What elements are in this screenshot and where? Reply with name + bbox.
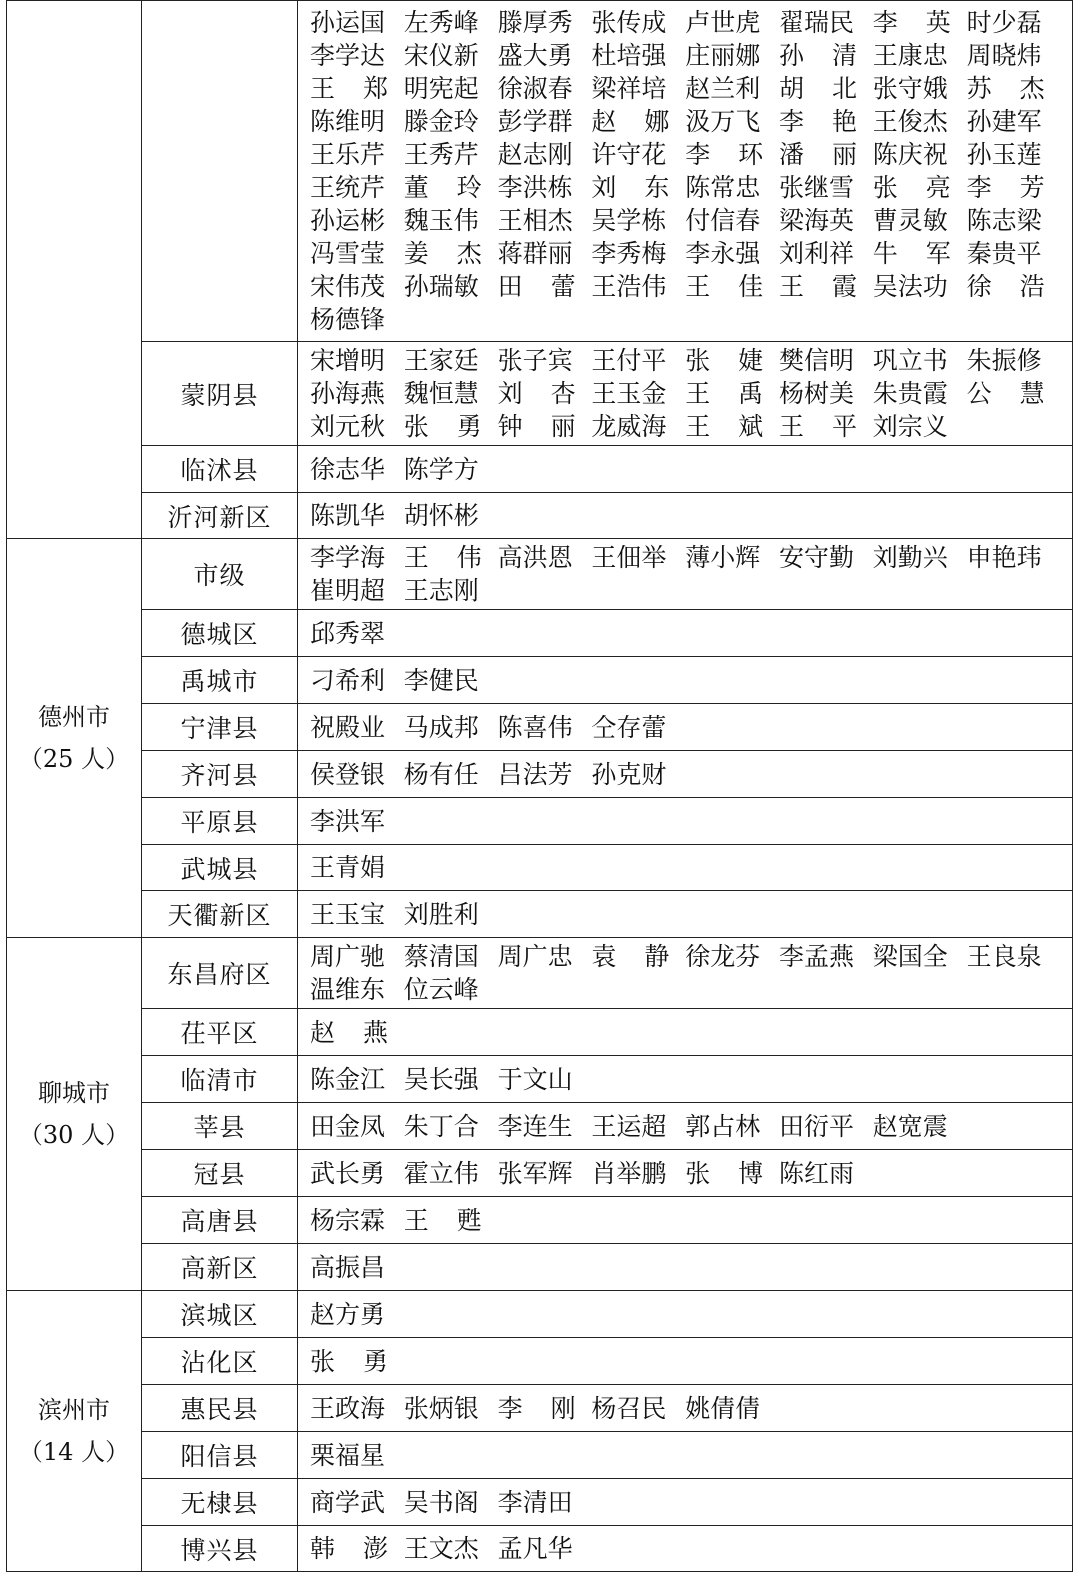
person-name: 陈金江 <box>310 1064 386 1094</box>
person-name: 王玉金 <box>591 379 667 408</box>
person-name: 高振昌 <box>310 1252 386 1282</box>
person-name: 商学武 <box>310 1487 386 1517</box>
table-row <box>7 751 1073 798</box>
person-name: 冯雪莹 <box>310 239 386 268</box>
person-name: 徐淑春 <box>497 74 573 103</box>
person-name: 赵宽震 <box>872 1111 948 1141</box>
person-name: 田衍平 <box>778 1111 854 1141</box>
person-name: 李学达 <box>310 41 386 70</box>
person-name: 宋伟茂 <box>310 272 386 301</box>
person-name: 刘 杏 <box>497 379 576 408</box>
names-cell <box>298 938 1073 1009</box>
person-name: 栗福星 <box>310 1440 386 1470</box>
person-name: 胡怀彬 <box>403 501 479 530</box>
person-name: 张 婕 <box>685 346 764 375</box>
person-name: 孙克财 <box>591 759 667 789</box>
person-name: 陈常忠 <box>685 173 761 202</box>
person-name: 王 斌 <box>685 412 764 441</box>
names-cell <box>298 1244 1073 1291</box>
city-count: （14 人） <box>18 1438 130 1466</box>
person-name: 盛大勇 <box>497 41 573 70</box>
names-cell <box>298 446 1073 493</box>
person-name: 陈维明 <box>310 107 386 136</box>
person-name: 袁 静 <box>591 942 670 971</box>
person-name: 张 勇 <box>403 412 482 441</box>
person-name: 申艳玮 <box>966 543 1042 572</box>
person-name: 赵兰利 <box>685 74 761 103</box>
person-name: 周晓炜 <box>966 41 1042 70</box>
person-name: 刘利祥 <box>778 239 854 268</box>
person-name: 姚倩倩 <box>685 1393 761 1423</box>
person-name: 马成邦 <box>403 712 479 742</box>
county-cell: 东昌府区 <box>142 938 298 1009</box>
table-row <box>7 1244 1073 1291</box>
table-row <box>7 1385 1073 1432</box>
names-cell <box>298 1009 1073 1056</box>
person-name: 朱贵霞 <box>872 379 948 408</box>
person-name: 张子宾 <box>497 346 573 375</box>
person-name: 赵志刚 <box>497 140 573 169</box>
person-name: 张炳银 <box>403 1393 479 1423</box>
person-name: 王 禹 <box>685 379 764 408</box>
person-name: 孙建军 <box>966 107 1042 136</box>
person-name: 蔡清国 <box>403 942 479 971</box>
names-cell <box>298 751 1073 798</box>
person-name: 温维东 <box>310 975 386 1004</box>
table-row <box>7 1526 1073 1572</box>
person-name: 王文杰 <box>403 1534 479 1563</box>
names-cell <box>298 1526 1073 1572</box>
person-name: 王 霞 <box>778 272 857 301</box>
person-name: 巩立书 <box>872 346 948 375</box>
person-name: 滕金玲 <box>403 107 479 136</box>
table-row <box>7 446 1073 493</box>
person-name: 汲万飞 <box>685 107 761 136</box>
person-name: 薄小辉 <box>685 543 761 572</box>
county-cell: 天衢新区 <box>142 891 298 938</box>
person-name: 孙玉莲 <box>966 140 1042 169</box>
person-name: 杨宗霖 <box>310 1205 386 1235</box>
person-name: 秦贵平 <box>966 239 1042 268</box>
person-name: 明宪起 <box>403 74 479 103</box>
person-name: 张传成 <box>591 8 667 37</box>
city-cell <box>7 938 142 1291</box>
names-cell <box>298 1479 1073 1526</box>
person-name: 王志刚 <box>403 576 479 605</box>
person-name: 杨德锋 <box>310 305 386 334</box>
person-name: 孙海燕 <box>310 379 386 408</box>
person-name: 王付平 <box>591 346 667 375</box>
names-cell <box>298 657 1073 704</box>
county-cell: 禹城市 <box>142 657 298 704</box>
person-name: 卢世虎 <box>685 8 761 37</box>
person-name: 王 甦 <box>403 1205 482 1235</box>
person-name: 陈凯华 <box>310 501 386 530</box>
table-row <box>7 798 1073 845</box>
person-name: 李学海 <box>310 543 386 572</box>
person-name: 韩 澎 <box>310 1534 388 1563</box>
county-cell: 市级 <box>142 539 298 610</box>
person-name: 苏 杰 <box>966 74 1045 103</box>
person-name: 庄丽娜 <box>685 41 761 70</box>
person-name: 李清田 <box>497 1487 573 1517</box>
names-cell <box>298 891 1073 938</box>
person-name: 孙 清 <box>778 41 857 70</box>
person-name: 王佃举 <box>591 543 667 572</box>
table-row <box>7 657 1073 704</box>
person-name: 彭学群 <box>497 107 573 136</box>
person-name: 梁海英 <box>778 206 854 235</box>
city-cell <box>7 539 142 938</box>
person-name: 滕厚秀 <box>497 8 573 37</box>
person-name: 吴书阁 <box>403 1487 479 1517</box>
person-name: 高洪恩 <box>497 543 573 572</box>
person-name: 王玉宝 <box>310 899 386 929</box>
city-name: 聊城市 <box>38 1079 110 1107</box>
county-cell: 沂河新区 <box>142 493 298 539</box>
person-name: 刘勤兴 <box>872 543 948 572</box>
person-name: 周广忠 <box>497 942 573 971</box>
person-name: 王良泉 <box>966 942 1042 971</box>
person-name: 陈喜伟 <box>497 712 573 742</box>
names-cell <box>298 1150 1073 1197</box>
person-name: 郭占林 <box>685 1111 761 1141</box>
county-cell: 平原县 <box>142 798 298 845</box>
person-name: 魏恒慧 <box>403 379 479 408</box>
person-name: 李连生 <box>497 1111 573 1141</box>
person-name: 王乐芹 <box>310 140 386 169</box>
person-name: 刁希利 <box>310 665 386 695</box>
person-name: 朱丁合 <box>403 1111 479 1141</box>
person-name: 牛 军 <box>872 239 951 268</box>
table-row <box>7 1103 1073 1150</box>
person-name: 许守花 <box>591 140 667 169</box>
names-cell <box>298 1432 1073 1479</box>
names-cell <box>298 1291 1073 1338</box>
person-name: 王运超 <box>591 1111 667 1141</box>
person-name: 陈志梁 <box>966 206 1042 235</box>
person-name: 梁国全 <box>872 942 948 971</box>
table-row <box>7 1056 1073 1103</box>
person-name: 霍立伟 <box>403 1158 479 1188</box>
person-name: 张 亮 <box>872 173 951 202</box>
person-name: 李 艳 <box>778 107 857 136</box>
county-cell: 无棣县 <box>142 1479 298 1526</box>
person-name: 徐龙芬 <box>685 942 761 971</box>
table-row <box>7 1 1073 342</box>
table-row <box>7 845 1073 891</box>
person-name: 陈学方 <box>403 454 479 484</box>
person-name: 李孟燕 <box>778 942 854 971</box>
person-name: 潘 丽 <box>778 140 857 169</box>
county-cell: 高唐县 <box>142 1197 298 1244</box>
person-name: 李洪军 <box>310 806 386 836</box>
person-name: 刘胜利 <box>403 899 479 929</box>
person-name: 安守勤 <box>778 543 854 572</box>
person-name: 王 平 <box>778 412 857 441</box>
person-name: 肖举鹏 <box>591 1158 667 1188</box>
person-name: 杨有任 <box>403 759 479 789</box>
city-cell <box>7 1291 142 1572</box>
person-name: 王 郑 <box>310 74 388 103</box>
county-cell: 惠民县 <box>142 1385 298 1432</box>
person-name: 梁祥培 <box>591 74 667 103</box>
person-name: 龙威海 <box>591 412 667 441</box>
county-cell: 冠县 <box>142 1150 298 1197</box>
county-cell: 临沭县 <box>142 446 298 493</box>
table-row <box>7 1150 1073 1197</box>
person-name: 姜 杰 <box>403 239 482 268</box>
person-name: 吴学栋 <box>591 206 667 235</box>
person-name: 侯登银 <box>310 759 386 789</box>
person-name: 宋仪新 <box>403 41 479 70</box>
county-cell: 博兴县 <box>142 1526 298 1572</box>
county-cell: 阳信县 <box>142 1432 298 1479</box>
person-name: 崔明超 <box>310 576 386 605</box>
city-name: 德州市 <box>38 703 110 731</box>
person-name: 陈红雨 <box>778 1158 854 1188</box>
county-cell: 武城县 <box>142 845 298 891</box>
names-cell <box>298 1103 1073 1150</box>
person-name: 刘宗义 <box>872 412 948 441</box>
person-name: 蒋群丽 <box>497 239 573 268</box>
person-name: 杨召民 <box>591 1393 667 1423</box>
person-name: 王家廷 <box>403 346 479 375</box>
city-name: 滨州市 <box>38 1396 110 1424</box>
names-cell <box>298 610 1073 657</box>
person-name: 徐志华 <box>310 454 386 484</box>
person-name: 王秀芹 <box>403 140 479 169</box>
person-name: 王浩伟 <box>591 272 667 301</box>
county-cell: 临清市 <box>142 1056 298 1103</box>
table-row <box>7 539 1073 610</box>
person-name: 公 慧 <box>966 379 1045 408</box>
county-cell: 莘县 <box>142 1103 298 1150</box>
county-cell: 滨城区 <box>142 1291 298 1338</box>
table-row <box>7 1479 1073 1526</box>
table-row <box>7 1197 1073 1244</box>
person-name: 朱振修 <box>966 346 1042 375</box>
county-cell: 德城区 <box>142 610 298 657</box>
person-name: 魏玉伟 <box>403 206 479 235</box>
table-row <box>7 493 1073 539</box>
city-count: （30 人） <box>18 1121 130 1149</box>
names-cell <box>298 539 1073 610</box>
table-row <box>7 891 1073 938</box>
person-name: 时少磊 <box>966 8 1042 37</box>
person-name: 张继雪 <box>778 173 854 202</box>
city-cell <box>7 1 142 539</box>
names-cell <box>298 798 1073 845</box>
person-name: 邱秀翠 <box>310 618 386 648</box>
person-name: 于文山 <box>497 1064 573 1094</box>
names-cell <box>298 1197 1073 1244</box>
person-name: 宋增明 <box>310 346 386 375</box>
county-cell <box>142 1 298 342</box>
person-name: 李秀梅 <box>591 239 667 268</box>
names-cell <box>298 704 1073 751</box>
table-row <box>7 1291 1073 1338</box>
person-name: 仝存蕾 <box>591 712 667 742</box>
person-name: 赵 燕 <box>310 1017 388 1047</box>
names-cell <box>298 1 1073 342</box>
person-name: 吴法功 <box>872 272 948 301</box>
person-name: 胡 北 <box>778 74 857 103</box>
person-name: 杨树美 <box>778 379 854 408</box>
person-name: 武长勇 <box>310 1158 386 1188</box>
roster-body <box>7 1 1073 1572</box>
names-cell <box>298 845 1073 891</box>
names-cell <box>298 1056 1073 1103</box>
person-name: 李 芳 <box>966 173 1045 202</box>
names-cell <box>298 342 1073 446</box>
person-name: 刘 东 <box>591 173 670 202</box>
person-name: 王 佳 <box>685 272 764 301</box>
person-name: 王 伟 <box>403 543 482 572</box>
county-cell: 高新区 <box>142 1244 298 1291</box>
person-name: 李 环 <box>685 140 764 169</box>
person-name: 张军辉 <box>497 1158 573 1188</box>
table-row <box>7 342 1073 446</box>
person-name: 位云峰 <box>403 975 479 1004</box>
person-name: 田金凤 <box>310 1111 386 1141</box>
person-name: 吴长强 <box>403 1064 479 1094</box>
person-name: 吕法芳 <box>497 759 573 789</box>
person-name: 翟瑞民 <box>778 8 854 37</box>
person-name: 陈庆祝 <box>872 140 948 169</box>
person-name: 张 勇 <box>310 1346 388 1376</box>
city-count: （25 人） <box>18 745 130 773</box>
person-name: 刘元秋 <box>310 412 386 441</box>
person-name: 王政海 <box>310 1393 386 1423</box>
person-name: 王青娟 <box>310 853 386 882</box>
person-name: 左秀峰 <box>403 8 479 37</box>
person-name: 王俊杰 <box>872 107 948 136</box>
county-cell: 茌平区 <box>142 1009 298 1056</box>
person-name: 赵方勇 <box>310 1299 386 1329</box>
person-name: 孙运国 <box>310 8 386 37</box>
person-name: 曹灵敏 <box>872 206 948 235</box>
person-name: 李永强 <box>685 239 761 268</box>
roster-table <box>6 0 1073 1572</box>
county-cell: 齐河县 <box>142 751 298 798</box>
names-cell <box>298 1385 1073 1432</box>
table-row <box>7 1432 1073 1479</box>
person-name: 田 蕾 <box>497 272 576 301</box>
person-name: 杜培强 <box>591 41 667 70</box>
person-name: 祝殿业 <box>310 712 386 742</box>
names-cell <box>298 493 1073 539</box>
person-name: 樊信明 <box>778 346 854 375</box>
person-name: 付信春 <box>685 206 761 235</box>
table-row <box>7 610 1073 657</box>
table-row <box>7 1338 1073 1385</box>
person-name: 孙瑞敏 <box>403 272 479 301</box>
table-row <box>7 704 1073 751</box>
county-cell: 蒙阴县 <box>142 342 298 446</box>
county-cell: 沾化区 <box>142 1338 298 1385</box>
person-name: 张 博 <box>685 1158 764 1188</box>
person-name: 李健民 <box>403 665 479 695</box>
person-name: 钟 丽 <box>497 412 576 441</box>
person-name: 李洪栋 <box>497 173 573 202</box>
person-name: 王康忠 <box>872 41 948 70</box>
table-row <box>7 1009 1073 1056</box>
person-name: 孟凡华 <box>497 1534 573 1563</box>
person-name: 董 玲 <box>403 173 482 202</box>
names-cell <box>298 1338 1073 1385</box>
person-name: 李 英 <box>872 8 951 37</box>
person-name: 王统芹 <box>310 173 386 202</box>
table-row <box>7 938 1073 1009</box>
person-name: 周广驰 <box>310 942 386 971</box>
county-cell: 宁津县 <box>142 704 298 751</box>
person-name: 李 刚 <box>497 1393 576 1423</box>
person-name: 徐 浩 <box>966 272 1045 301</box>
person-name: 张守娥 <box>872 74 948 103</box>
person-name: 赵 娜 <box>591 107 670 136</box>
person-name: 孙运彬 <box>310 206 386 235</box>
person-name: 王相杰 <box>497 206 573 235</box>
